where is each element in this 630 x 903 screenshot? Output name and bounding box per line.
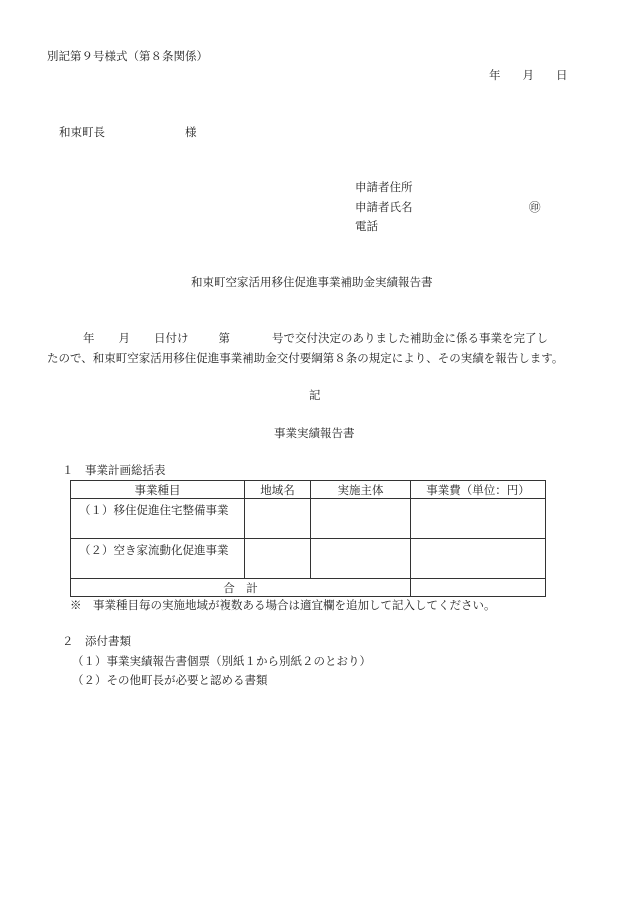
ki-marker: 記	[309, 388, 321, 402]
row-area-cell[interactable]	[245, 499, 311, 539]
body-line-2: たので、和束町空家活用移住促進事業補助金交付要綱第８条の規定により、その実績を報告します。	[47, 351, 564, 365]
addressee-honorific: 様	[185, 125, 197, 139]
attachment-item: （２）その他町長が必要と認める書類	[72, 673, 268, 687]
date-year: 年	[489, 68, 501, 82]
date-line	[489, 70, 568, 82]
attachment-item: （１）事業実績報告書個票（別紙１から別紙２のとおり）	[72, 654, 371, 668]
table-row	[71, 539, 546, 579]
header-area: 地域名	[245, 481, 311, 499]
table-header-row	[71, 481, 546, 499]
applicant-name-label: 申請者氏名	[355, 200, 413, 214]
document-title: 和束町空家活用移住促進事業補助金実績報告書	[191, 275, 433, 289]
section2-heading: ２ 添付書類	[62, 634, 131, 648]
addressee	[59, 127, 197, 139]
applicant-phone-label: 電話	[355, 219, 378, 233]
row-cost-cell[interactable]	[411, 539, 546, 579]
table-note: ※ 事業種目毎の実施地域が複数ある場合は適宜欄を追加して記入してください。	[70, 598, 496, 612]
body-month: 月	[118, 331, 130, 345]
body-line-1	[83, 333, 548, 345]
addressee-name: 和束町長	[59, 125, 105, 139]
row-item: （２）空き家流動化促進事業	[71, 539, 245, 579]
applicant-address-label: 申請者住所	[355, 180, 413, 194]
table-total-row	[71, 579, 546, 597]
form-id: 別記第９号様式（第８条関係）	[47, 49, 208, 63]
section1-heading: １ 事業計画総括表	[62, 463, 166, 477]
seal-mark: ㊞	[529, 200, 541, 214]
plan-summary-table	[70, 480, 546, 597]
report-subtitle: 事業実績報告書	[274, 426, 355, 440]
header-item: 事業種目	[71, 481, 245, 499]
row-item: （１）移住促進住宅整備事業	[71, 499, 245, 539]
total-cost-cell[interactable]	[411, 579, 546, 597]
body-dai: 第	[218, 331, 230, 345]
body-dated: 日付け	[154, 331, 189, 345]
date-day: 日	[556, 68, 568, 82]
total-label: 合 計	[71, 579, 411, 597]
body-year: 年	[83, 331, 95, 345]
header-cost: 事業費（単位：円）	[411, 481, 546, 499]
header-entity: 実施主体	[311, 481, 411, 499]
row-cost-cell[interactable]	[411, 499, 546, 539]
row-area-cell[interactable]	[245, 539, 311, 579]
date-month: 月	[522, 68, 534, 82]
body-line1-rest: 号で交付決定のありました補助金に係る事業を完了し	[272, 331, 548, 345]
table-row	[71, 499, 546, 539]
row-entity-cell[interactable]	[311, 539, 411, 579]
row-entity-cell[interactable]	[311, 499, 411, 539]
